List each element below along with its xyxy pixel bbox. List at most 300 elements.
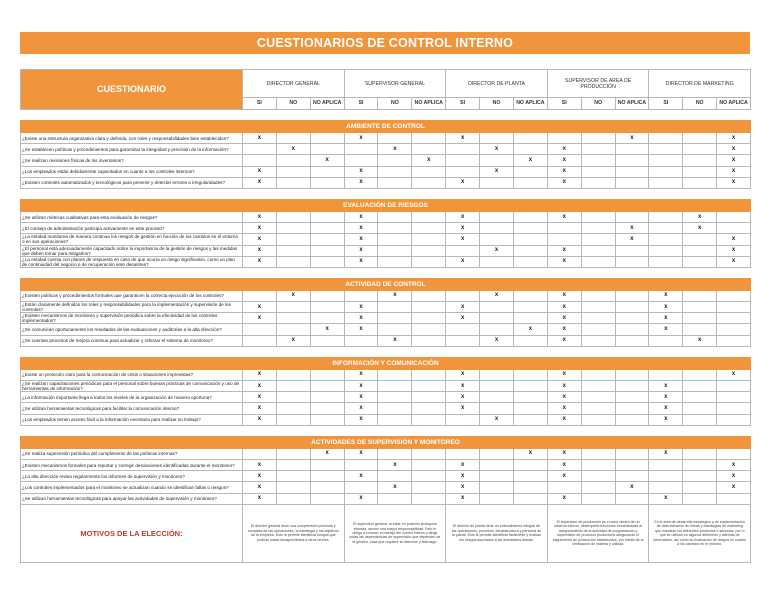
answer-cell [717, 448, 751, 459]
answer-cell: x [276, 290, 310, 301]
answer-cell [446, 166, 480, 177]
answer-cell [581, 302, 615, 313]
answer-cell: x [717, 245, 751, 256]
question-text: ¿El personal está adecuadamente capacitado sobre la importancia de la gestión de riesgos y las medidas que deben tomar para mitigarlos? [21, 245, 243, 256]
section-title: INFORMACIÓN Y COMUNICACIÓN [21, 357, 751, 369]
spacer [21, 425, 751, 436]
answer-cell [480, 403, 514, 414]
answer-cell [378, 403, 412, 414]
answer-cell [683, 381, 717, 392]
question-text: ¿Los empleados están debidamente capacitados en cuanto a los controles internos? [21, 166, 243, 177]
answer-cell [276, 313, 310, 324]
answer-cell: x [649, 290, 683, 301]
question-text: ¿Se realizan revisiones físicas de los inventarios? [21, 155, 243, 166]
answer-cell [378, 133, 412, 144]
answer-cell: x [310, 324, 344, 335]
question-text: ¿Los empleados tienen acceso fácil a la información necesaria para realizar su trabajo? [21, 414, 243, 425]
answer-cell [276, 392, 310, 403]
answer-cell [581, 234, 615, 245]
question-row [21, 414, 751, 425]
answer-cell: x [243, 482, 277, 493]
answer-cell [683, 493, 717, 504]
answer-cell [480, 459, 514, 470]
option-header: NO APLICA [615, 98, 649, 110]
answer-cell [649, 256, 683, 267]
question-text: ¿Se establecen políticas y procedimientos para garantizar la integridad y precisión de la información? [21, 144, 243, 155]
answer-cell [480, 448, 514, 459]
answer-cell: x [649, 324, 683, 335]
answer-cell [581, 256, 615, 267]
spacer-row [21, 425, 751, 436]
answer-cell [378, 223, 412, 234]
answer-cell [378, 302, 412, 313]
answer-cell [344, 459, 378, 470]
answer-cell: x [344, 403, 378, 414]
answer-cell: x [649, 313, 683, 324]
answer-cell [480, 493, 514, 504]
answer-cell [412, 133, 446, 144]
answer-cell: x [513, 448, 547, 459]
answer-cell [581, 448, 615, 459]
answer-cell [412, 482, 446, 493]
answer-cell: x [547, 335, 581, 346]
answer-cell [513, 211, 547, 222]
answer-cell [276, 369, 310, 380]
answer-cell: x [378, 290, 412, 301]
answer-cell [513, 144, 547, 155]
answer-cell: x [547, 392, 581, 403]
answer-cell: x [378, 335, 412, 346]
answer-cell [276, 324, 310, 335]
answer-cell: x [615, 234, 649, 245]
answer-cell [649, 369, 683, 380]
answer-cell: x [446, 234, 480, 245]
answer-cell [615, 369, 649, 380]
answer-cell [683, 459, 717, 470]
answer-cell: x [344, 133, 378, 144]
answer-cell: x [243, 177, 277, 188]
answer-cell [378, 166, 412, 177]
answer-cell [683, 403, 717, 414]
answer-cell [310, 369, 344, 380]
answer-cell [480, 256, 514, 267]
answer-cell: x [243, 493, 277, 504]
answer-cell [649, 211, 683, 222]
answer-cell [480, 381, 514, 392]
answer-cell [412, 290, 446, 301]
answer-cell [310, 256, 344, 267]
answer-cell [480, 155, 514, 166]
answer-cell: x [649, 493, 683, 504]
answer-cell [276, 482, 310, 493]
answer-cell: x [446, 471, 480, 482]
question-row [21, 493, 751, 504]
answer-cell: x [446, 482, 480, 493]
answer-cell [717, 414, 751, 425]
answer-cell [276, 177, 310, 188]
answer-cell: x [344, 211, 378, 222]
answer-cell [412, 335, 446, 346]
answer-cell [683, 155, 717, 166]
option-header: NO [276, 98, 310, 110]
answer-cell [581, 381, 615, 392]
answer-cell [717, 313, 751, 324]
answer-cell: x [446, 403, 480, 414]
answer-cell [310, 177, 344, 188]
answer-cell [581, 166, 615, 177]
option-header: NO [378, 98, 412, 110]
answer-cell: x [446, 256, 480, 267]
answer-cell: x [547, 211, 581, 222]
answer-cell [412, 223, 446, 234]
answer-cell: x [717, 459, 751, 470]
answer-cell [412, 471, 446, 482]
answer-cell [310, 403, 344, 414]
answer-cell: x [615, 133, 649, 144]
answer-cell [649, 234, 683, 245]
answer-cell: x [344, 234, 378, 245]
option-header: NO APLICA [412, 98, 446, 110]
section-row [21, 357, 751, 369]
reason-text: Es el área de desarrollo estratégico y de implementación de determinación de líneas y estrategias de marketing que impulsan los diferentes productos o servicios, por lo que se utilizan en algunos diferentes y además de información, así como su evaluación de riesgos en cuanto a los cambios en el entorno. [649, 504, 751, 562]
section-row [21, 121, 751, 133]
question-row [21, 166, 751, 177]
question-text: ¿La información importante llega a todos los niveles de la organización de manera oportuna? [21, 392, 243, 403]
answer-cell: x [446, 381, 480, 392]
answer-cell [717, 223, 751, 234]
answer-cell: x [547, 459, 581, 470]
question-row [21, 392, 751, 403]
question-row [21, 245, 751, 256]
answer-cell [276, 448, 310, 459]
reason-text: El supervisor de producción es el actor dentro de un sistema interno, desempeña funciones encaminadas al aseguramiento de la actividad de programación y supervisión de procesos productivos asegurando el seguimiento de producción establecidos, por medio de la verificación de materia y calidad. [547, 504, 649, 562]
answer-cell: x [412, 155, 446, 166]
answer-cell [310, 245, 344, 256]
answer-cell: x [446, 313, 480, 324]
answer-cell: x [243, 256, 277, 267]
spacer-row [21, 346, 751, 357]
answer-cell: x [717, 234, 751, 245]
option-header: SI [649, 98, 683, 110]
answer-cell: x [717, 471, 751, 482]
question-row [21, 471, 751, 482]
answer-cell [310, 223, 344, 234]
answer-cell [683, 482, 717, 493]
answer-cell [412, 403, 446, 414]
answer-cell [480, 211, 514, 222]
answer-cell: x [243, 166, 277, 177]
answer-cell [513, 234, 547, 245]
answer-cell [412, 302, 446, 313]
answer-cell [615, 144, 649, 155]
answer-cell [276, 256, 310, 267]
answer-cell [310, 335, 344, 346]
section-title: AMBIENTE DE CONTROL [21, 121, 751, 133]
answer-cell [378, 211, 412, 222]
section-row [21, 199, 751, 211]
answer-cell [480, 392, 514, 403]
spacer [21, 346, 751, 357]
answer-cell [513, 403, 547, 414]
reason-text: El director de planta tiene un entendimiento integral de las operaciones, procesos, infraestructura y personal de la planta. Esto le permite identificar fácilmente y evaluar los riesgos asociados a las actividades diarias. [446, 504, 548, 562]
answer-cell: x [243, 234, 277, 245]
answer-cell: x [547, 493, 581, 504]
question-text: ¿Se utilizan herramientas tecnológicas para apoyar las actividades de supervisión y monitoreo? [21, 493, 243, 504]
answer-cell [683, 166, 717, 177]
answer-cell [412, 493, 446, 504]
answer-cell [615, 392, 649, 403]
answer-cell: x [344, 166, 378, 177]
role-header: SUPERVISOR GENERAL [344, 70, 446, 98]
answer-cell [615, 166, 649, 177]
answer-cell [480, 324, 514, 335]
answer-cell [412, 369, 446, 380]
answer-cell [615, 155, 649, 166]
answer-cell: x [547, 245, 581, 256]
answer-cell: x [480, 245, 514, 256]
answer-cell [581, 459, 615, 470]
question-row [21, 448, 751, 459]
answer-cell [412, 392, 446, 403]
answer-cell: x [547, 144, 581, 155]
question-text: ¿La entidad cuenta con planes de respuesta en caso de que ocurra un riesgo significativo, como un plan de continuidad del negocio o de recuperación ante desastres? [21, 256, 243, 267]
answer-cell: x [649, 448, 683, 459]
answer-cell [581, 223, 615, 234]
section-title: ACTIVIDADES DE SUPERVISIÓN Y MONITOREO [21, 436, 751, 448]
answer-cell [513, 245, 547, 256]
answer-cell: x [243, 313, 277, 324]
answer-cell [717, 381, 751, 392]
question-row [21, 133, 751, 144]
answer-cell: x [513, 324, 547, 335]
option-header: NO APLICA [310, 98, 344, 110]
answer-cell [412, 245, 446, 256]
answer-cell: x [649, 392, 683, 403]
question-row [21, 381, 751, 392]
section-title: ACTIVIDAD DE CONTROL [21, 278, 751, 290]
answer-cell: x [446, 369, 480, 380]
question-row [21, 155, 751, 166]
answer-cell [446, 144, 480, 155]
answer-cell [276, 245, 310, 256]
answer-cell: x [547, 471, 581, 482]
answer-cell [310, 482, 344, 493]
answer-cell: x [480, 144, 514, 155]
answer-cell: x [344, 302, 378, 313]
answer-cell [615, 448, 649, 459]
answer-cell [378, 177, 412, 188]
answer-cell [412, 211, 446, 222]
answer-cell: x [344, 448, 378, 459]
answer-cell: x [243, 381, 277, 392]
answer-cell [310, 302, 344, 313]
role-header: DIRECTOR DE PLANTA [446, 70, 548, 98]
answer-cell: x [344, 392, 378, 403]
answer-cell: x [547, 414, 581, 425]
answer-cell [446, 335, 480, 346]
answer-cell: x [446, 392, 480, 403]
answer-cell [717, 392, 751, 403]
answer-cell [480, 313, 514, 324]
answer-cell [480, 223, 514, 234]
answer-cell [615, 414, 649, 425]
answer-cell: x [547, 369, 581, 380]
answer-cell [378, 324, 412, 335]
answer-cell [615, 403, 649, 414]
section-title: EVALUACIÓN DE RIESGOS [21, 199, 751, 211]
question-text: ¿Se utilizan herramientas tecnológicas para facilitar la comunicación interna? [21, 403, 243, 414]
option-header: NO [581, 98, 615, 110]
answer-cell: x [378, 459, 412, 470]
question-row [21, 177, 751, 188]
answer-cell [276, 381, 310, 392]
answer-cell [513, 290, 547, 301]
answer-cell [412, 313, 446, 324]
answer-cell [310, 381, 344, 392]
option-header: SI [344, 98, 378, 110]
answer-cell [513, 256, 547, 267]
answer-cell [412, 414, 446, 425]
answer-cell: x [276, 335, 310, 346]
answer-cell: x [717, 166, 751, 177]
answer-cell: x [344, 223, 378, 234]
answer-cell [310, 211, 344, 222]
answer-cell [344, 482, 378, 493]
answer-cell: x [344, 245, 378, 256]
answer-cell [310, 471, 344, 482]
answer-cell [581, 414, 615, 425]
answer-cell [378, 493, 412, 504]
answer-cell: x [547, 155, 581, 166]
answer-cell: x [615, 482, 649, 493]
answer-cell [480, 133, 514, 144]
answer-cell [276, 302, 310, 313]
answer-cell [513, 313, 547, 324]
answer-cell [513, 335, 547, 346]
answer-cell [717, 290, 751, 301]
answer-cell [683, 302, 717, 313]
answer-cell: x [547, 448, 581, 459]
answer-cell [615, 471, 649, 482]
answer-cell [683, 144, 717, 155]
answer-cell [513, 381, 547, 392]
option-header: NO APLICA [717, 98, 751, 110]
question-text: ¿Existen políticas y procedimientos formales que garanticen la correcta ejecución de los controles? [21, 290, 243, 301]
answer-cell [378, 155, 412, 166]
answer-cell: x [683, 335, 717, 346]
answer-cell [412, 381, 446, 392]
answer-cell: x [243, 392, 277, 403]
answer-cell: x [446, 133, 480, 144]
answer-cell: x [649, 381, 683, 392]
answer-cell: x [547, 313, 581, 324]
answer-cell: x [446, 211, 480, 222]
answer-cell: x [717, 177, 751, 188]
spacer [21, 188, 751, 199]
answer-cell: x [717, 369, 751, 380]
answer-cell: x [344, 369, 378, 380]
answer-cell [649, 482, 683, 493]
question-row [21, 335, 751, 346]
answer-cell [243, 324, 277, 335]
answer-cell [446, 245, 480, 256]
answer-cell: x [344, 414, 378, 425]
answer-cell [581, 211, 615, 222]
answer-cell [615, 290, 649, 301]
answer-cell [547, 133, 581, 144]
answer-cell [683, 234, 717, 245]
question-text: ¿Se utilizan métricas cualitativas para esta evaluación de riesgos? [21, 211, 243, 222]
answer-cell: x [344, 493, 378, 504]
answer-cell: x [547, 177, 581, 188]
answer-cell [683, 290, 717, 301]
answer-cell [717, 403, 751, 414]
answer-cell [649, 166, 683, 177]
option-header: SI [446, 98, 480, 110]
answer-cell: x [344, 381, 378, 392]
question-text: ¿Existen mecanismos de monitoreo y supervisión periódica sobre la efectividad de los controles implementados? [21, 313, 243, 324]
answer-cell [513, 459, 547, 470]
answer-cell [581, 177, 615, 188]
answer-cell [513, 223, 547, 234]
answer-cell: x [344, 177, 378, 188]
question-text: ¿La entidad monitorea de manera continua los riesgos de gestión en función de los cambios en el entorno o en sus operaciones? [21, 234, 243, 245]
answer-cell: x [378, 482, 412, 493]
answer-cell [276, 459, 310, 470]
answer-cell [378, 369, 412, 380]
answer-cell [581, 369, 615, 380]
answer-cell [615, 459, 649, 470]
answer-cell [649, 223, 683, 234]
answer-cell [615, 302, 649, 313]
spacer-row [21, 188, 751, 199]
answer-cell [615, 177, 649, 188]
answer-cell [581, 290, 615, 301]
question-row [21, 313, 751, 324]
answer-cell [615, 256, 649, 267]
answer-cell [276, 493, 310, 504]
answer-cell [581, 335, 615, 346]
answer-cell [547, 482, 581, 493]
page-title: CUESTIONARIOS DE CONTROL INTERNO [20, 32, 750, 54]
option-header: NO APLICA [513, 98, 547, 110]
answer-cell [276, 155, 310, 166]
answer-cell: x [480, 335, 514, 346]
answer-cell [649, 459, 683, 470]
answer-cell: x [547, 166, 581, 177]
answer-cell [310, 290, 344, 301]
answer-cell [412, 459, 446, 470]
answer-cell [615, 313, 649, 324]
answer-cell: x [547, 324, 581, 335]
answer-cell [717, 302, 751, 313]
answer-cell: x [276, 144, 310, 155]
answer-cell [683, 177, 717, 188]
answer-cell [310, 166, 344, 177]
answer-cell: x [717, 144, 751, 155]
spacer [21, 267, 751, 278]
answer-cell [581, 155, 615, 166]
answer-cell [683, 471, 717, 482]
answer-cell [243, 290, 277, 301]
answer-cell [344, 290, 378, 301]
answer-cell: x [243, 459, 277, 470]
answer-cell [243, 448, 277, 459]
answer-cell [378, 471, 412, 482]
answer-cell [378, 313, 412, 324]
answer-cell [581, 324, 615, 335]
answer-cell: x [243, 369, 277, 380]
